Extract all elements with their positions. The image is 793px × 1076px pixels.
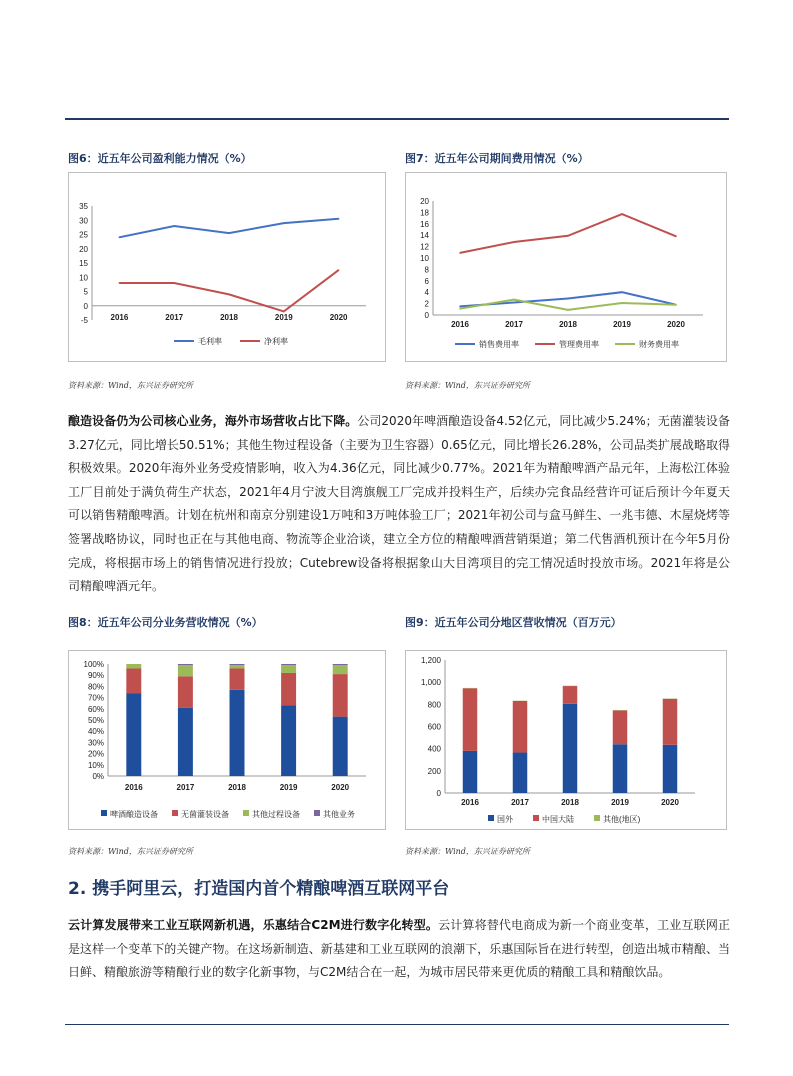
fig7-ytick-label: 0 (424, 311, 429, 320)
fig6-data-point (283, 311, 285, 313)
fig6-xtick-label: 2019 (274, 313, 293, 322)
fig8-bar-segment (333, 717, 348, 776)
fig9-bar-segment (513, 701, 528, 753)
fig7-xtick-label: 2018 (559, 320, 577, 329)
fig7-data-point (675, 236, 677, 238)
fig9-legend-swatch (533, 815, 539, 821)
fig8-legend-swatch (172, 810, 178, 816)
fig9-xtick-label: 2019 (611, 798, 629, 807)
fig8-legend-label: 啤酒酿造设备 (110, 810, 158, 819)
fig8-xtick-label: 2017 (176, 783, 195, 792)
fig6-legend-label: 毛利率 (198, 337, 222, 346)
fig8-legend-swatch (243, 810, 249, 816)
cloud-paragraph (68, 914, 730, 1010)
fig8-legend-swatch (101, 810, 107, 816)
fig8-bar-segment (230, 664, 245, 665)
fig7-legend-label: 财务费用率 (639, 340, 679, 349)
fig9-ytick-label: 0 (436, 789, 441, 798)
fig7-data-point (567, 298, 569, 300)
fig6-ytick-label: 5 (83, 287, 88, 297)
fig8-source: 资料来源：Wind，东兴证券研究所 (68, 847, 193, 856)
fig7-xtick-label: 2019 (613, 320, 631, 329)
fig8-ytick-label: 0% (92, 772, 104, 781)
fig8-bar-segment (333, 665, 348, 674)
fig7-ytick-label: 14 (420, 231, 429, 241)
fig8-xtick-label: 2020 (331, 783, 350, 792)
fig9-legend-label: 国外 (497, 815, 513, 824)
fig8-bar-segment (126, 668, 141, 693)
fig8-bar-segment (178, 664, 193, 665)
fig9-ytick-label: 600 (427, 722, 441, 732)
fig7-ytick-label: 4 (424, 288, 429, 298)
fig7-data-point (513, 241, 515, 243)
fig8-bar-segment (281, 673, 296, 705)
fig7-legend-label: 管理费用率 (559, 340, 599, 349)
business-paragraph-lead: 酿造设备仍为公司核心业务，海外市场营收占比下降。 (68, 414, 358, 428)
fig9-bar-segment (663, 745, 678, 793)
fig9-ytick-label: 200 (427, 766, 441, 776)
fig7-xtick-label: 2017 (505, 320, 523, 329)
fig9-bar-segment (563, 686, 578, 704)
fig7-source: 资料来源：Wind，东兴证券研究所 (405, 381, 530, 390)
fig8-bar-segment (281, 665, 296, 673)
fig7-ytick-label: 16 (420, 219, 429, 229)
fig6-data-point (173, 282, 175, 284)
fig7-title: 图7：近五年公司期间费用情况（%） (405, 152, 589, 165)
fig8-title: 图8：近五年公司分业务营收情况（%） (68, 616, 263, 629)
fig7-data-point (675, 304, 677, 306)
fig6-data-point (119, 282, 121, 284)
fig8-ytick-label: 70% (87, 693, 104, 703)
fig9-bar-segment (513, 753, 528, 793)
fig6-chart (68, 172, 386, 362)
fig9-legend-swatch (594, 815, 600, 821)
fig6-ytick-label: 10 (79, 273, 88, 283)
fig9-title: 图9：近五年公司分地区营收情况（百万元） (405, 616, 622, 629)
fig7-legend-label: 销售费用率 (479, 340, 519, 349)
fig6-ytick-label: 30 (79, 216, 88, 226)
fig7-data-point (567, 235, 569, 237)
fig9-chart (405, 650, 727, 830)
fig8-legend-label: 其他业务 (323, 810, 355, 819)
fig7-ytick-label: 10 (420, 254, 429, 263)
fig8-xtick-label: 2018 (228, 783, 246, 792)
fig8-bar-segment (281, 705, 296, 776)
fig9-bar-segment (463, 688, 478, 751)
fig7-xtick-label: 2016 (451, 320, 469, 329)
fig9-xtick-label: 2020 (661, 798, 679, 807)
fig8-xtick-label: 2019 (279, 783, 298, 792)
fig8-xtick-label: 2016 (124, 783, 143, 792)
fig9-bar-segment (563, 704, 578, 793)
fig6-data-point (119, 237, 121, 239)
fig6-ytick-label: 15 (79, 259, 88, 268)
fig6-data-point (173, 225, 175, 227)
fig8-ytick-label: 30% (87, 738, 104, 748)
fig8-ytick-label: 100% (83, 660, 104, 669)
fig9-xtick-label: 2018 (561, 798, 579, 807)
fig6-data-point (283, 222, 285, 224)
fig9-ytick-label: 1,000 (420, 678, 441, 688)
fig9-ytick-label: 400 (427, 744, 441, 754)
fig8-bar-segment (281, 664, 296, 665)
fig6-data-point (338, 218, 340, 220)
fig9-legend-swatch (488, 815, 494, 821)
fig9-bar-segment (463, 751, 478, 793)
section-heading: 2. 携手阿里云，打造国内首个精酿啤酒互联网平台 (68, 879, 450, 899)
fig8-bar-segment (126, 664, 141, 668)
fig7-data-point (513, 302, 515, 304)
fig7-data-point (621, 291, 623, 293)
fig8-bar-segment (178, 665, 193, 676)
fig6-legend-label: 净利率 (264, 337, 288, 346)
fig8-ytick-label: 80% (87, 682, 104, 692)
fig9-ytick-label: 1,200 (420, 656, 441, 665)
fig7-ytick-label: 8 (424, 265, 429, 275)
fig8-ytick-label: 20% (87, 749, 104, 759)
fig6-ytick-label: -5 (80, 316, 88, 325)
fig8-ytick-label: 10% (87, 760, 104, 770)
cloud-paragraph-body: 云计算将替代电商成为新一个商业变革，工业互联网正是这样一个变革下的关键产物。在这场新制造、新基建和工业互联网的浪潮下，乐惠国际旨在进行转型，创造出城市精酿、当日鲜、精酿旅游等精酿行业的数字化新事物，与C2M结合在一起，为城市居民带来更优质的精酿工具和精酿饮品。 (68, 918, 730, 980)
fig9-ytick-label: 800 (427, 700, 441, 710)
fig9-legend-label: 其他(地区) (603, 815, 641, 824)
fig9-xtick-label: 2017 (511, 798, 529, 807)
fig7-data-point (459, 252, 461, 254)
fig7-data-point (567, 309, 569, 311)
fig6-ytick-label: 0 (83, 301, 88, 311)
fig6-ytick-label: 35 (79, 202, 88, 211)
fig7-data-point (621, 213, 623, 215)
business-paragraph (68, 410, 730, 602)
footer-rule (65, 1024, 729, 1025)
fig6-xtick-label: 2020 (329, 313, 348, 322)
fig6-xtick-label: 2016 (110, 313, 129, 322)
fig7-xtick-label: 2020 (667, 320, 685, 329)
fig8-bar-segment (230, 690, 245, 776)
fig7-chart (405, 172, 727, 362)
fig6-frame (69, 173, 386, 362)
fig8-ytick-label: 60% (87, 704, 104, 714)
fig9-bar-segment (613, 744, 628, 793)
fig6-source: 资料来源：Wind，东兴证券研究所 (68, 381, 193, 390)
fig7-data-point (459, 308, 461, 310)
fig8-ytick-label: 90% (87, 671, 104, 681)
fig8-bar-segment (333, 664, 348, 665)
header-rule (65, 118, 729, 120)
fig9-bar-segment (663, 699, 678, 745)
fig6-ytick-label: 25 (79, 230, 88, 240)
fig8-legend-label: 其他过程设备 (252, 810, 300, 819)
fig6-xtick-label: 2017 (165, 313, 184, 322)
fig8-legend-swatch (314, 810, 320, 816)
fig8-bar-segment (230, 668, 245, 689)
fig6-title: 图6：近五年公司盈利能力情况（%） (68, 152, 252, 165)
fig8-bar-segment (333, 674, 348, 717)
fig7-ytick-label: 18 (420, 208, 429, 218)
cloud-paragraph-lead: 云计算发展带来工业互联网新机遇，乐惠结合C2M进行数字化转型。 (68, 918, 439, 932)
fig6-ytick-label: 20 (79, 244, 88, 254)
fig6-data-point (228, 294, 230, 296)
fig6-data-point (228, 232, 230, 234)
fig9-legend-label: 中国大陆 (542, 815, 574, 824)
fig7-ytick-label: 20 (420, 197, 429, 206)
fig8-bar-segment (126, 693, 141, 776)
fig6-data-point (338, 269, 340, 271)
fig7-frame (406, 173, 727, 362)
fig6-xtick-label: 2018 (220, 313, 238, 322)
fig9-xtick-label: 2016 (461, 798, 479, 807)
fig7-data-point (513, 299, 515, 301)
fig8-ytick-label: 40% (87, 727, 104, 737)
fig8-bar-segment (178, 708, 193, 776)
fig9-bar-segment (613, 710, 628, 744)
fig7-ytick-label: 6 (424, 276, 429, 286)
fig7-data-point (459, 306, 461, 308)
business-paragraph-body: 公司2020年啤酒酿造设备4.52亿元，同比减少5.24%；无菌灌装设备3.27亿元，同比增长50.51%；其他生物过程设备（主要为卫生容器）0.65亿元，同比增长26.28%，公司品类扩展战略取得积极效果。2020年海外业务受疫情影响，收入为4.36亿元，同比减少0.77%。2021年为精酿啤酒产品元年，上海松江体验工厂目前处于满负荷生产状态，2021年4月宁波大目湾旗舰工厂完成并投料生产，后续办完食品经营许可证后预计今年夏天可以销售精酿啤酒。计划在杭州和南京分别建设1万吨和3万吨体验工厂；2021年初公司与盒马鲜生、一兆韦德、木屋烧烤等签署战略协议，同时也正在与其他电商、物流等企业洽谈，建立全方位的精酿啤酒营销渠道；第二代售酒机预计在今年5月份完成，将根据市场上的销售情况进行投放；Cutebrew设备将根据象山大目湾项目的完工情况适时投放市场。2021年将是公司精酿啤酒元年。 (68, 414, 730, 594)
fig8-bar-segment (230, 665, 245, 668)
fig9-source: 资料来源：Wind，东兴证券研究所 (405, 847, 530, 856)
fig7-ytick-label: 2 (424, 299, 429, 309)
fig7-ytick-label: 12 (420, 242, 429, 252)
fig7-data-point (621, 302, 623, 304)
fig8-legend-label: 无菌灌装设备 (181, 810, 229, 819)
fig8-chart (68, 650, 386, 830)
fig8-bar-segment (178, 676, 193, 707)
fig8-ytick-label: 50% (87, 716, 104, 725)
